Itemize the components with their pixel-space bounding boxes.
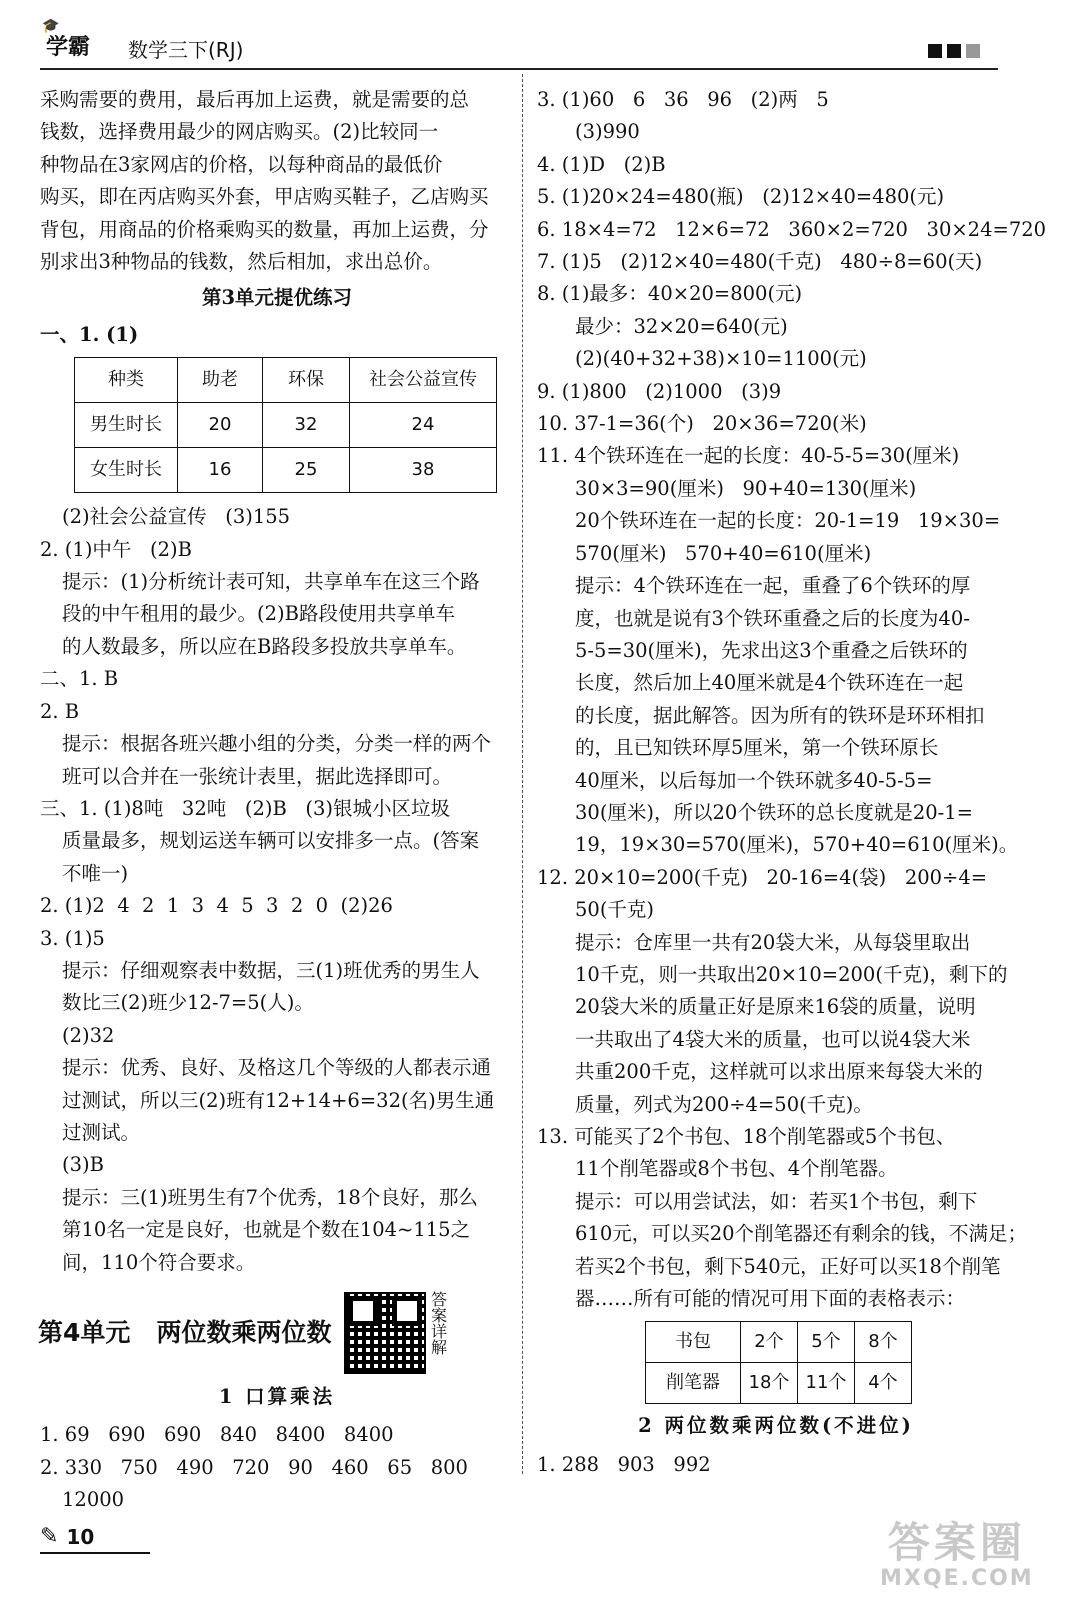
text-line: 购买，即在丙店购买外套，甲店购买鞋子，乙店购买 (40, 185, 489, 209)
text-line: 40厘米，以后每加一个铁环就多40-5-5= (575, 768, 933, 792)
text-line: 11个削笔器或8个书包、4个削笔器。 (575, 1157, 898, 1181)
text-line: 第10名一定是良好，也就是个数在104~115之 (62, 1218, 471, 1242)
table-header: 助老 (178, 358, 263, 403)
text-line: 7. (1)5 (2)12×40=480(千克) 480÷8=60(天) (537, 250, 983, 274)
logo-text: 学霸 (46, 35, 91, 60)
text-line: 种物品在3家网店的价格，以每种商品的最低价 (40, 152, 443, 176)
text-line: 20个铁环连在一起的长度：20-1=19 19×30= (575, 509, 1001, 533)
time-table (74, 357, 497, 493)
brand-logo (42, 18, 91, 61)
text-line: 的人数最多，所以应在B路段多投放共享单车。 (62, 634, 467, 658)
left-column (40, 84, 514, 1517)
table-cell: 书包 (646, 1322, 741, 1363)
text-line: 8. (1)最多：40×20=800(元) (537, 282, 803, 306)
table-header: 种类 (75, 358, 178, 403)
text-line: 30(厘米)，所以20个铁环的总长度就是20-1= (575, 800, 973, 824)
text-line: 610元，可以买20个削笔器还有剩余的钱，不满足； (575, 1222, 1028, 1246)
text-line: (3)B (62, 1153, 104, 1177)
text-line: 班可以合并在一张统计表里，据此选择即可。 (62, 764, 453, 788)
table-cell: 5个 (798, 1322, 855, 1363)
text-line: 提示：仔细观察表中数据，三(1)班优秀的男生人 (62, 958, 480, 982)
text-line: 1. 69 690 690 840 8400 8400 (40, 1423, 394, 1447)
text-line: 间，110个符合要求。 (62, 1250, 256, 1274)
unit-title: 第4单元 两位数乘两位数 (38, 1317, 332, 1347)
text-line: 器……所有可能的情况可用下面的表格表示： (575, 1287, 966, 1311)
options-table (645, 1321, 912, 1404)
unit-heading (38, 1291, 514, 1375)
text-line: 19，19×30=570(厘米)，570+40=610(厘米)。 (575, 833, 1019, 857)
footer-rule (40, 1552, 150, 1554)
table-cell: 16 (178, 448, 263, 493)
text-line: 度，也就是说有3个铁环重叠之后的长度为40- (575, 606, 970, 630)
text-line: 11. 4个铁环连在一起的长度：40-5-5=30(厘米) (537, 444, 960, 468)
text-line: 提示：优秀、良好、及格这几个等级的人都表示通 (62, 1056, 492, 1080)
text-line: 段的中午租用的最少。(2)B路段使用共享单车 (62, 602, 455, 626)
watermark-url: MXQE.COM (880, 1566, 1034, 1591)
text-line: 质量，列式为200÷4=50(千克)。 (575, 1092, 873, 1116)
text-line: 2. 330 750 490 720 90 460 65 800 (40, 1455, 468, 1479)
table-header-row (75, 358, 497, 403)
table-cell: 25 (263, 448, 350, 493)
text-line: 提示：仓库里一共有20袋大米，从每袋里取出 (575, 930, 971, 954)
column-divider (522, 74, 523, 1474)
table-cell: 18个 (741, 1363, 798, 1404)
text-line: 共重200千克，这样就可以求出原来每袋大米的 (575, 1060, 983, 1084)
text-line: 10千克，则一共取出20×10=200(千克)，剩下的 (575, 962, 1008, 986)
section-title: 第3单元提优练习 (201, 286, 353, 310)
text-line: 提示：根据各班兴趣小组的分类，分类一样的两个 (62, 732, 492, 756)
pencil-icon: ✎ (40, 1524, 59, 1549)
text-line: 二、1. B (40, 667, 119, 691)
table-cell: 男生时长 (75, 403, 178, 448)
table-cell: 削笔器 (646, 1363, 741, 1404)
text-line: 提示：4个铁环连在一起，重叠了6个铁环的厚 (575, 574, 971, 598)
text-line: 若买2个书包，剩下540元，正好可以买18个削笔 (575, 1254, 1001, 1278)
table-cell: 24 (350, 403, 497, 448)
right-column (537, 84, 1047, 1481)
text-line: 3. (1)5 (40, 926, 105, 950)
text-line: 不唯一) (62, 861, 129, 885)
text-line: 4. (1)D (2)B (537, 152, 666, 176)
square-icon (966, 44, 980, 58)
text-line: 过测试，所以三(2)班有12+14+6=32(名)男生通 (62, 1088, 495, 1112)
text-line: 过测试。 (62, 1120, 141, 1144)
intro-paragraph (40, 84, 514, 278)
text-line: 5. (1)20×24=480(瓶) (2)12×40=480(元) (537, 185, 945, 209)
table-header: 社会公益宣传 (350, 358, 497, 403)
text-line: 10. 37-1=36(个) 20×36=720(米) (537, 412, 867, 436)
text-line: 质量最多，规划运送车辆可以安排多一点。(答案 (62, 829, 480, 853)
table-cell: 20 (178, 403, 263, 448)
text-line: 30×3=90(厘米) 90+40=130(厘米) (575, 476, 917, 500)
text-line: 2. B (40, 699, 80, 723)
text-line: 数比三(2)班少12-7=5(人)。 (62, 991, 314, 1015)
watermark (880, 1510, 1034, 1591)
answers-left-b (40, 1419, 514, 1516)
text-line: 13. 可能买了2个书包、18个削笔器或5个书包、 (537, 1125, 956, 1148)
table-cell: 2个 (741, 1322, 798, 1363)
subsection-title: 1 口算乘法 (218, 1385, 336, 1408)
page-footer (40, 1524, 94, 1549)
table-cell: 11个 (798, 1363, 855, 1404)
text-line: 的，且已知铁环厚5厘米，第一个铁环原长 (575, 736, 939, 760)
square-icon (947, 44, 961, 58)
table-header: 环保 (263, 358, 350, 403)
watermark-text: 答案圈 (887, 1518, 1026, 1567)
qr-caption: 答案详解 (428, 1291, 448, 1355)
text-line: 最少：32×20=640(元) (575, 314, 788, 338)
table-cell: 38 (350, 448, 497, 493)
text-line: 6. 18×4=72 12×6=72 360×2=720 30×24=720 (537, 217, 1047, 241)
text-line: 12. 20×10=200(千克) 20-16=4(袋) 200÷4= (537, 865, 988, 889)
text-line: 提示：可以用尝试法，如：若买1个书包，剩下 (575, 1189, 978, 1213)
text-line: 9. (1)800 (2)1000 (3)9 (537, 379, 782, 403)
answers-right-b (537, 1449, 1015, 1481)
text-line: (2)(40+32+38)×10=1100(元) (575, 347, 867, 371)
text-line: 12000 (62, 1488, 125, 1512)
text-line: 提示：(1)分析统计表可知，共享单车在这三个路 (62, 570, 480, 594)
text-line: 3. (1)60 6 36 96 (2)两 5 (537, 88, 829, 111)
table-cell: 4个 (855, 1363, 912, 1404)
text-line: 2. (1)中午 (2)B (40, 537, 192, 561)
question-label: 一、1. (1) (40, 322, 139, 346)
answers-right-a (537, 84, 1047, 1315)
answers-left-a (40, 501, 514, 1279)
table-row (75, 403, 497, 448)
subsection-title: 2 两位数乘两位数(不进位) (638, 1414, 914, 1438)
table-cell: 女生时长 (75, 448, 178, 493)
table-row (75, 448, 497, 493)
page-number: 10 (66, 1524, 95, 1549)
text-line: 的长度，据此解答。因为所有的铁环是环环相扣 (575, 703, 985, 727)
book-title: 数学三下(RJ) (128, 38, 244, 62)
page-header (40, 18, 998, 70)
text-line: 2. (1)2 4 2 1 3 4 5 3 2 0 (2)26 (40, 894, 393, 918)
text-line: (3)990 (575, 120, 640, 144)
text-line: 别求出3种物品的钱数，然后相加，求出总价。 (40, 250, 443, 274)
text-line: 长度，然后加上40厘米就是4个铁环连在一起 (575, 671, 964, 695)
table-cell: 8个 (855, 1322, 912, 1363)
header-squares (928, 44, 980, 58)
text-line: 钱数，选择费用最少的网店购买。(2)比较同一 (40, 120, 439, 144)
text-line: 570(厘米) 570+40=610(厘米) (575, 541, 872, 565)
text-line: 三、1. (1)8吨 32吨 (2)B (3)银城小区垃圾 (40, 796, 451, 820)
table-row (646, 1363, 912, 1404)
text-line: 采购需要的费用，最后再加上运费，就是需要的总 (40, 88, 470, 111)
table-row (646, 1322, 912, 1363)
square-icon (928, 44, 942, 58)
text-line: (2)32 (62, 1023, 115, 1047)
text-line: 5-5=30(厘米)，先求出这3个重叠之后铁环的 (575, 638, 968, 662)
table-cell: 32 (263, 403, 350, 448)
text-line: 一共取出了4袋大米的质量，也可以说4袋大米 (575, 1027, 971, 1051)
text-line: 提示：三(1)班男生有7个优秀，18个良好，那么 (62, 1185, 478, 1209)
graduation-cap-icon: 🎓 (42, 18, 60, 34)
text-line: (2)社会公益宣传 (3)155 (62, 505, 291, 529)
text-line: 1. 288 903 992 (537, 1452, 711, 1476)
text-line: 背包，用商品的价格乘购买的数量，再加上运费，分 (40, 217, 489, 241)
text-line: 20袋大米的质量正好是原来16袋的质量，说明 (575, 995, 976, 1019)
qr-code-icon[interactable] (344, 1292, 426, 1374)
text-line: 50(千克) (575, 898, 655, 922)
